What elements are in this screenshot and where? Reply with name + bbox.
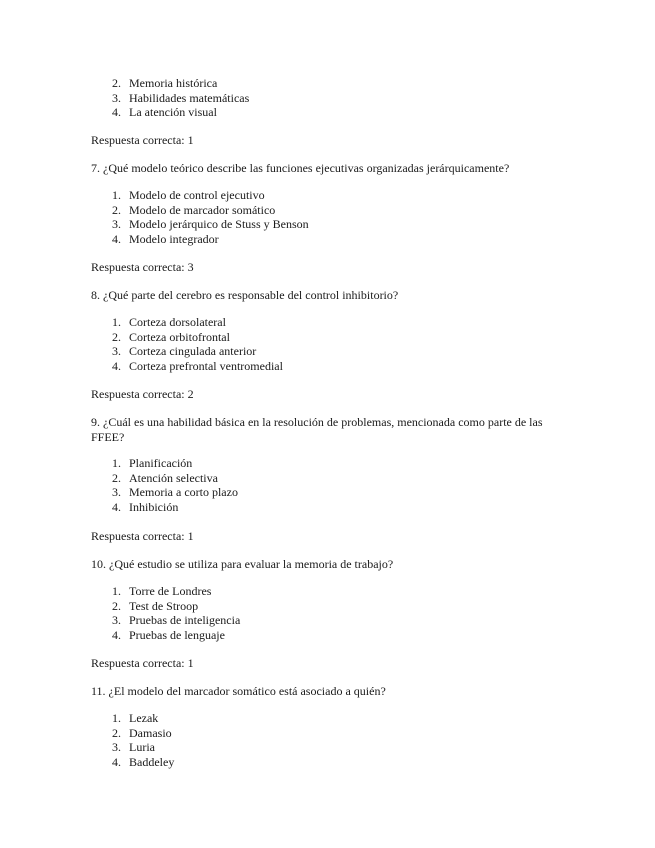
list-item xyxy=(112,188,309,203)
list-item xyxy=(112,203,309,218)
list-item xyxy=(112,711,174,726)
question-text: 10. ¿Qué estudio se utiliza para evaluar la memoria de trabajo? xyxy=(91,557,394,571)
option-number: 2. xyxy=(112,76,121,90)
option-text: Damasio xyxy=(129,725,172,740)
option-text: Corteza orbitofrontal xyxy=(129,329,230,344)
option-list xyxy=(112,188,309,247)
answer-line: Respuesta correcta: 1 xyxy=(91,529,194,543)
option-number: 3. xyxy=(112,344,121,359)
option-text: Memoria histórica xyxy=(129,76,218,90)
option-text: Test de Stroop xyxy=(129,598,199,613)
list-item xyxy=(112,315,283,330)
list-item xyxy=(112,599,240,614)
question-text: 11. ¿El modelo del marcador somático está asociado a quién? xyxy=(91,684,386,698)
list-item xyxy=(112,628,240,643)
option-text: Modelo de control ejecutivo xyxy=(129,188,265,202)
option-number: 4. xyxy=(112,500,121,515)
list-item xyxy=(112,613,240,628)
answer-line: Respuesta correcta: 1 xyxy=(91,656,194,670)
option-number: 4. xyxy=(112,628,121,643)
option-text: Baddeley xyxy=(129,755,175,770)
list-item xyxy=(112,456,238,471)
option-text: Lezak xyxy=(129,711,159,725)
option-text: Atención selectiva xyxy=(129,470,218,485)
option-number: 3. xyxy=(112,90,121,105)
option-text: Modelo de marcador somático xyxy=(129,202,276,217)
option-text: Habilidades matemáticas xyxy=(129,90,250,105)
option-number: 2. xyxy=(112,470,121,485)
list-item xyxy=(112,359,283,374)
list-item xyxy=(112,91,249,106)
option-text: Corteza dorsolateral xyxy=(129,315,226,329)
option-text: Torre de Londres xyxy=(129,584,212,598)
list-item xyxy=(112,584,240,599)
option-text: Pruebas de lenguaje xyxy=(129,628,225,643)
option-number: 2. xyxy=(112,598,121,613)
option-list xyxy=(112,315,283,374)
list-item xyxy=(112,344,283,359)
option-list xyxy=(112,711,174,770)
option-list xyxy=(112,584,240,643)
list-item xyxy=(112,726,174,741)
option-number: 4. xyxy=(112,105,121,120)
question-text: 7. ¿Qué modelo teórico describe las funciones ejecutivas organizadas jerárquicamente? xyxy=(91,161,510,175)
option-number: 3. xyxy=(112,613,121,628)
option-number: 1. xyxy=(112,584,121,598)
option-number: 1. xyxy=(112,711,121,725)
option-number: 3. xyxy=(112,740,121,755)
option-number: 3. xyxy=(112,485,121,500)
option-number: 2. xyxy=(112,202,121,217)
option-text: Luria xyxy=(129,740,155,755)
list-item xyxy=(112,330,283,345)
option-number: 4. xyxy=(112,755,121,770)
list-item xyxy=(112,500,238,515)
option-text: Inhibición xyxy=(129,500,179,515)
question-text: 9. ¿Cuál es una habilidad básica en la resolución de problemas, mencionada como parte de las FFEE? xyxy=(91,415,543,444)
option-text: Corteza prefrontal ventromedial xyxy=(129,359,283,374)
option-list xyxy=(112,76,249,120)
option-text: La atención visual xyxy=(129,105,217,120)
answer-line: Respuesta correcta: 2 xyxy=(91,387,194,401)
option-list xyxy=(112,456,238,515)
option-text: Corteza cingulada anterior xyxy=(129,344,257,359)
list-item xyxy=(112,755,174,770)
option-text: Planificación xyxy=(129,456,193,470)
answer-line: Respuesta correcta: 1 xyxy=(91,133,194,147)
list-item xyxy=(112,740,174,755)
list-item xyxy=(112,217,309,232)
list-item xyxy=(112,232,309,247)
option-number: 1. xyxy=(112,456,121,470)
option-text: Modelo integrador xyxy=(129,232,219,247)
option-number: 1. xyxy=(112,188,121,202)
option-number: 3. xyxy=(112,217,121,232)
question-text: 8. ¿Qué parte del cerebro es responsable del control inhibitorio? xyxy=(91,288,399,302)
list-item xyxy=(112,471,238,486)
option-text: Modelo jerárquico de Stuss y Benson xyxy=(129,217,309,232)
option-number: 2. xyxy=(112,725,121,740)
list-item xyxy=(112,485,238,500)
answer-line: Respuesta correcta: 3 xyxy=(91,260,194,274)
list-item xyxy=(112,105,249,120)
option-text: Pruebas de inteligencia xyxy=(129,613,241,628)
option-number: 2. xyxy=(112,329,121,344)
list-item xyxy=(112,76,249,91)
option-number: 4. xyxy=(112,232,121,247)
option-number: 1. xyxy=(112,315,121,329)
option-number: 4. xyxy=(112,359,121,374)
option-text: Memoria a corto plazo xyxy=(129,485,238,500)
